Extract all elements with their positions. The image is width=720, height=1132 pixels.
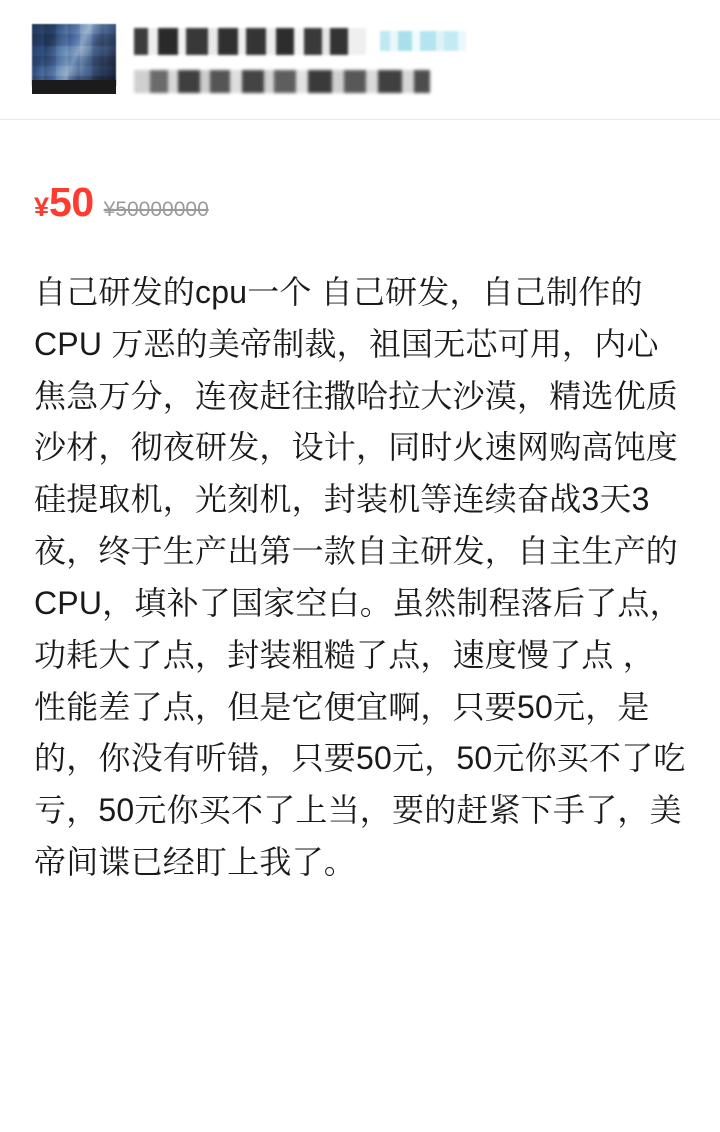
- seller-subtitle-redacted: [134, 70, 430, 93]
- seller-tag-redacted: [380, 31, 466, 51]
- seller-avatar-icon[interactable]: [32, 24, 116, 86]
- seller-name-row: [134, 24, 696, 58]
- avatar-redaction-bar: [32, 80, 116, 94]
- seller-name-redacted: [134, 28, 366, 55]
- product-description: 自己研发的cpu一个 自己研发，自己制作的CPU 万恶的美帝制裁，祖国无芯可用，内心焦急万分，连夜赶往撒哈拉大沙漠，精选优质沙材，彻夜研发，设计，同时火速网购高饨度硅提取机，光刻机，封装机等连续奋战3天3夜，终于生产出第一款自主研发，自主生产的CPU，填补了国家空白。虽然制程落后了点，功耗大了点，封装粗糙了点，速度慢了点 ，性能差了点，但是它便宜啊，只要50元，是的，你没有听错，只要50元，50元你买不了吃亏，50元你买不了上当，要的赶紧下手了，美帝间谍已经盯上我了。: [34, 274, 686, 881]
- price-current: 50: [49, 179, 94, 225]
- seller-header[interactable]: [0, 0, 720, 120]
- price-block: [0, 120, 720, 223]
- price-currency-symbol: ¥: [34, 192, 50, 222]
- price-original: ¥50000000: [103, 198, 209, 221]
- seller-subtitle-row: [134, 70, 696, 93]
- seller-info: [134, 18, 696, 93]
